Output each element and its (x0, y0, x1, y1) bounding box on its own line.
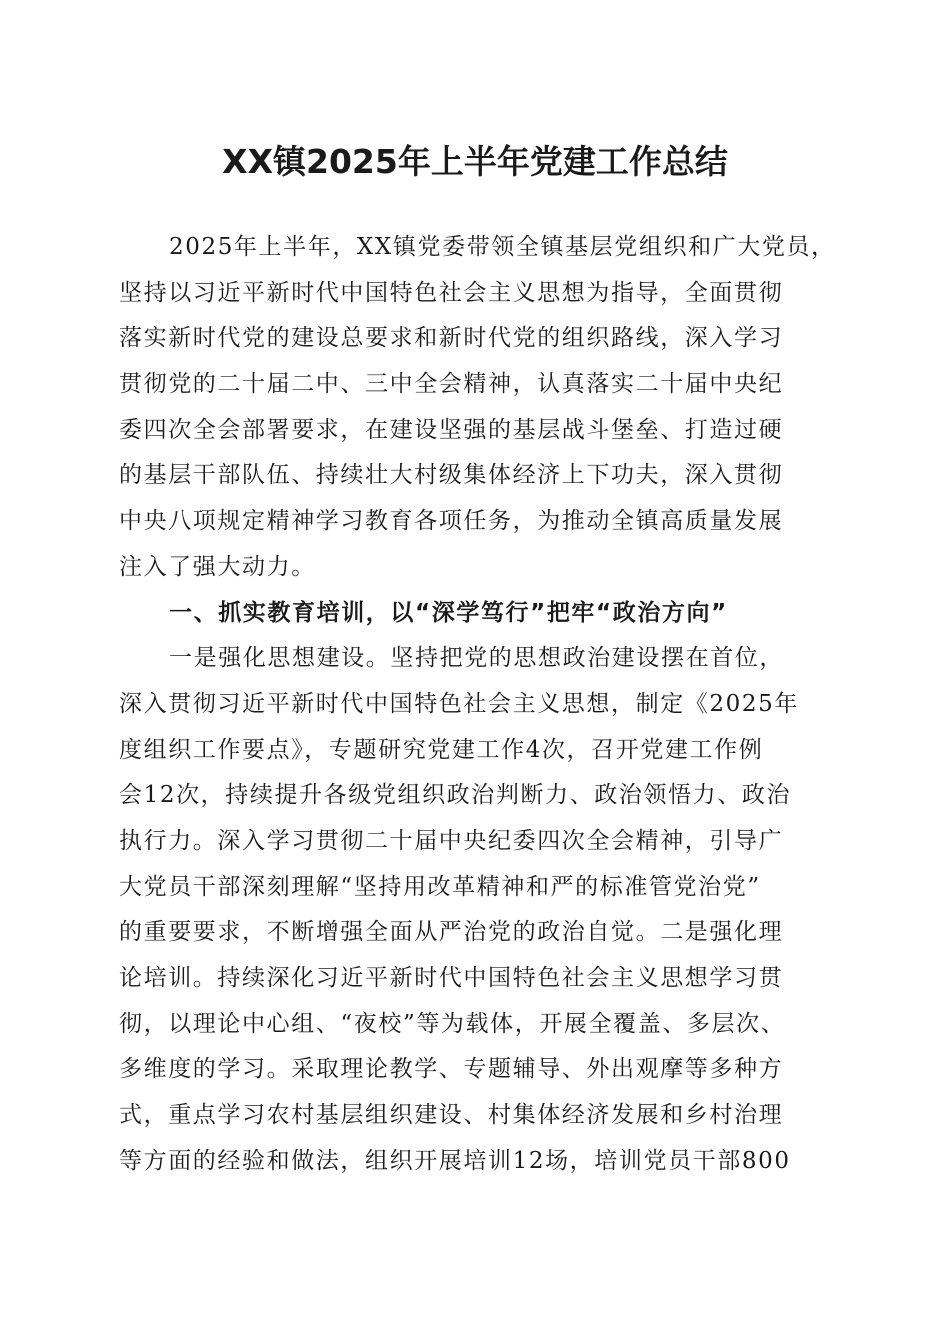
section-lead: 一是强化思想建设。 (169, 645, 391, 672)
section-line: 执行力。深入学习贯彻二十届中央纪委四次全会精神，引导广 (119, 827, 784, 854)
section-line: 的重要要求，不断增强全面从严治党的政治自觉。二是强化理 (119, 919, 784, 946)
intro-line: 注入了强大动力。 (119, 553, 316, 580)
section-heading: 一、抓实教育培训，以“深学笃行”把牢“政治方向” (169, 599, 728, 626)
section-line: 等方面的经验和做法，组织开展培训12场，培训党员干部800 (119, 1147, 791, 1174)
intro-line: 落实新时代党的建设总要求和新时代党的组织路线，深入学习 (119, 325, 784, 352)
section-line: 式，重点学习农村基层组织建设、村集体经济发展和乡村治理 (119, 1102, 784, 1129)
intro-line: 委四次全会部署要求，在建设坚强的基层战斗堡垒、打造过硬 (119, 416, 784, 443)
document-title: XX镇2025年上半年党建工作总结 (222, 142, 728, 181)
section-line: 彻，以理论中心组、“夜校”等为载体，开展全覆盖、多层次、 (119, 1010, 786, 1037)
section-line: 会12次，持续提升各级党组织政治判断力、政治领悟力、政治 (119, 782, 792, 809)
intro-line: 2025年上半年，XX镇党委带领全镇基层党组织和广大党员， (169, 234, 836, 260)
section-line: 多维度的学习。采取理论教学、专题辅导、外出观摩等多种方 (119, 1056, 784, 1083)
intro-line: 中央八项规定精神学习教育各项任务，为推动全镇高质量发展 (119, 508, 784, 535)
intro-line: 坚持以习近平新时代中国特色社会主义思想为指导，全面贯彻 (119, 279, 784, 306)
section-first-line (119, 636, 829, 682)
section-line: 度组织工作要点》，专题研究党建工作4次，召开党建工作例 (119, 736, 764, 763)
intro-line: 贯彻党的二十届二中、三中全会精神，认真落实二十届中央纪 (119, 371, 784, 398)
document-body (119, 225, 836, 1184)
section-line: 大党员干部深刻理解“坚持用改革精神和严的标准管党治党” (119, 873, 761, 900)
section-line: 论培训。持续深化习近平新时代中国特色社会主义思想学习贯 (119, 965, 784, 991)
intro-line: 的基层干部队伍、持续壮大村级集体经济上下功夫，深入贯彻 (119, 462, 784, 489)
section-first-rest: 坚持把党的思想政治建设摆在首位， (390, 645, 785, 672)
section-line: 深入贯彻习近平新时代中国特色社会主义思想，制定《2025年 (119, 690, 799, 717)
